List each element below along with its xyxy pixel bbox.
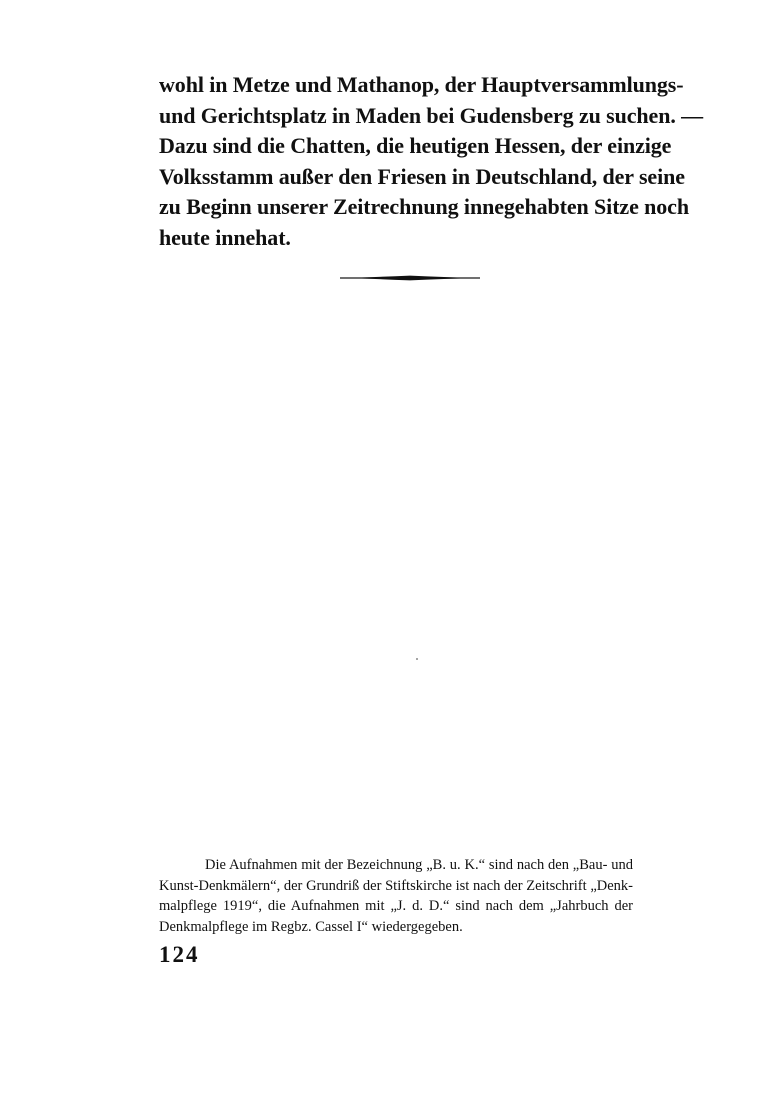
body-line: zu Beginn unserer Zeitrechnung innegehabten Sitze noch [159,194,689,219]
body-line: Dazu sind die Chatten, die heutigen Hessen, der einzige [159,133,672,158]
footnote-line: Kunst-Denkmälern“, der Grundriß der Stiftskirche ist nach der Zeitschrift „Denk- [159,877,633,894]
body-line: und Gerichtsplatz in Maden bei Gudensberg zu suchen. — [159,102,704,128]
body-line: wohl in Metze und Mathanop, der Hauptversammlungs- [159,72,684,97]
body-line: heute innehat. [159,224,291,250]
footnote [159,855,633,937]
footnote-line: Denkmalpflege im Regbz. Cassel I“ wiedergegeben. [159,918,463,935]
footnote-line: Die Aufnahmen mit der Bezeichnung „B. u. K.“ sind nach den „Bau- und [205,857,633,873]
paper-speck [416,658,418,660]
body-paragraph [159,70,704,253]
section-end-ornament [340,274,480,282]
body-line: Volksstamm außer den Friesen in Deutschland, der seine [159,163,685,189]
footnote-line: malpflege 1919“, die Aufnahmen mit „J. d. D.“ sind nach dem „Jahrbuch der [159,898,633,914]
page-number: 124 [159,942,200,967]
